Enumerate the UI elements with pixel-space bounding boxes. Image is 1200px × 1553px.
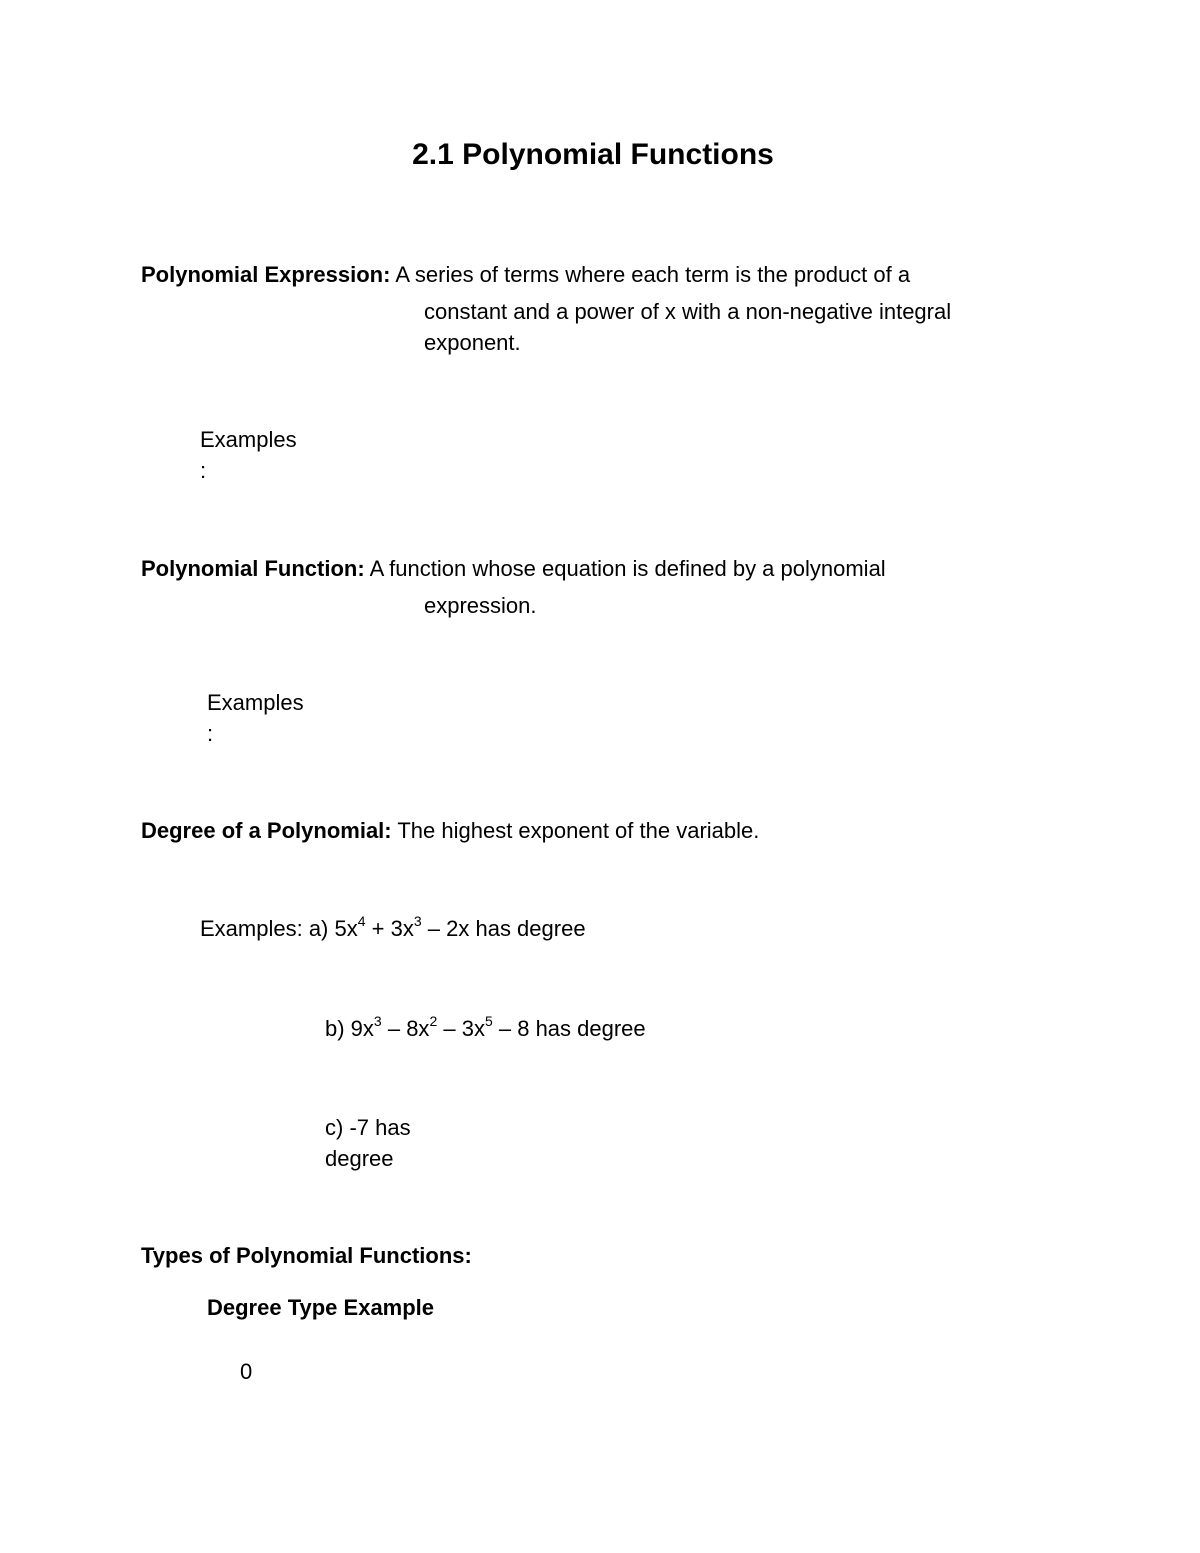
polynomial-expression-line-2: constant and a power of x with a non-negative integral [424,299,952,324]
example-b-prefix: b) 9x [325,1016,374,1041]
example-a-middle: + 3x [371,916,414,941]
example-b-middle-2: – 3x [443,1016,485,1041]
degree-term: Degree of a Polynomial: [141,818,392,843]
examples-label-2: Examples [207,690,304,715]
example-a-exponent-2: 3 [413,912,422,929]
examples-colon-2: : [207,721,214,746]
polynomial-function-line-1: A function whose equation is defined by a polynomial [369,556,886,581]
example-a-exponent-1: 4 [357,912,366,929]
types-degree-0: 0 [240,1359,253,1384]
polynomial-function-definition [141,553,886,584]
example-b-exponent-3: 5 [484,1012,493,1029]
page-title: 2.1 Polynomial Functions [412,138,774,171]
example-b-tail: – 8 has degree [498,1016,646,1041]
polynomial-expression-term: Polynomial Expression: [141,262,391,287]
degree-example-a [200,913,586,944]
polynomial-expression-line-3: exponent. [424,330,521,355]
example-a-prefix: Examples: a) 5x [200,916,358,941]
types-table-header: Degree Type Example [207,1295,435,1320]
examples-label-1: Examples [200,427,297,452]
example-b-middle-1: – 8x [387,1016,430,1041]
degree-definition-text: The highest exponent of the variable. [397,818,760,843]
degree-example-b [325,1013,646,1044]
polynomial-function-term: Polynomial Function: [141,556,365,581]
examples-colon-1: : [200,458,207,483]
polynomial-expression-definition [141,259,910,290]
example-b-exponent-2: 2 [429,1012,438,1029]
polynomial-expression-line-1: A series of terms where each term is the product of a [395,262,911,287]
degree-example-c-line-2: degree [325,1146,394,1171]
example-b-exponent-1: 3 [373,1012,382,1029]
degree-example-c-line-1: c) -7 has [325,1115,411,1140]
example-a-tail: – 2x has degree [427,916,586,941]
polynomial-function-line-2: expression. [424,593,537,618]
degree-definition [141,815,759,846]
types-heading: Types of Polynomial Functions: [141,1243,472,1268]
